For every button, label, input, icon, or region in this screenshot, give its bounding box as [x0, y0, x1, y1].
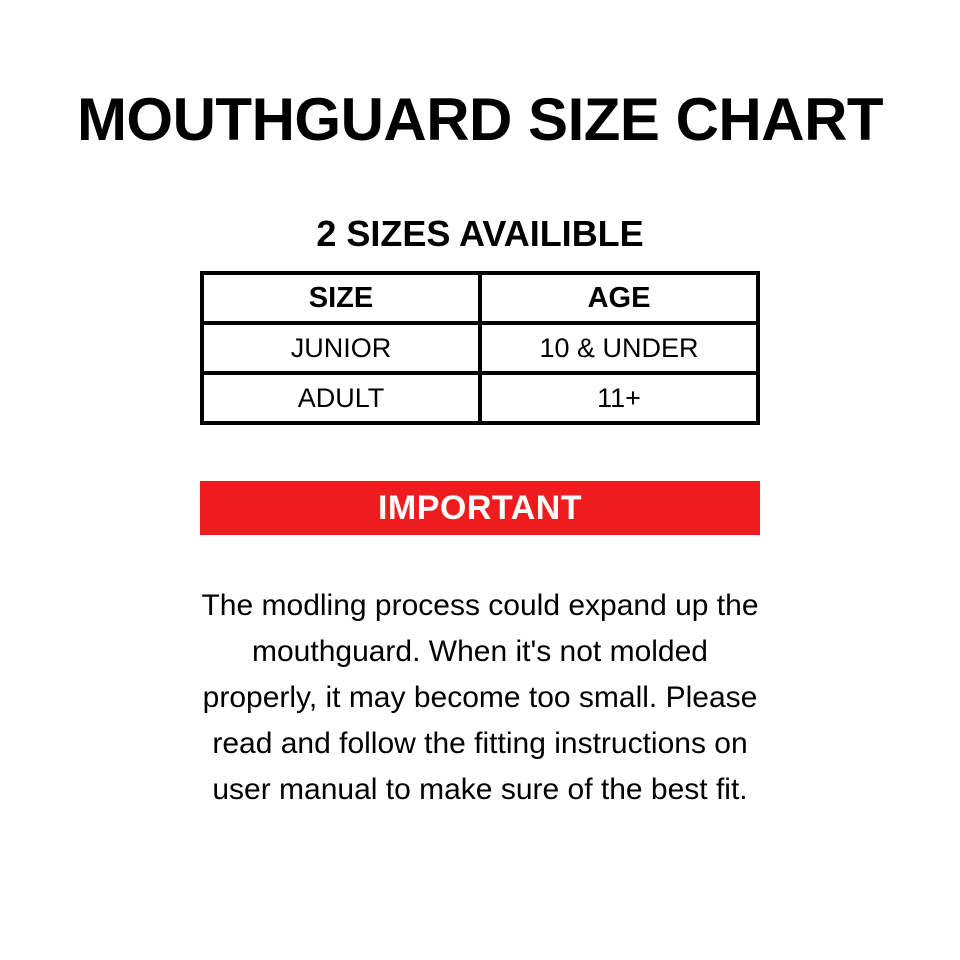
table-row [202, 373, 758, 423]
cell-age-junior: 10 & UNDER [480, 323, 758, 373]
cell-age-adult: 11+ [480, 373, 758, 423]
sizes-available-subtitle: 2 SIZES AVAILIBLE [316, 213, 644, 254]
important-banner [200, 481, 760, 535]
column-header-age: AGE [480, 273, 758, 323]
cell-size-adult: ADULT [202, 373, 480, 423]
size-chart-table [200, 271, 760, 425]
column-header-size: SIZE [202, 273, 480, 323]
page-title: MOUTHGUARD SIZE CHART [76, 86, 884, 153]
important-banner-label: IMPORTANT [377, 488, 583, 527]
table-row [202, 323, 758, 373]
cell-size-junior: JUNIOR [202, 323, 480, 373]
table-header-row [202, 273, 758, 323]
notice-body-text: The modling process could expand up the mouthguard. When it's not molded properly, it may become too small. Please read and follow the fitting instructions on user manual to make sure of the best fit. [201, 589, 759, 806]
